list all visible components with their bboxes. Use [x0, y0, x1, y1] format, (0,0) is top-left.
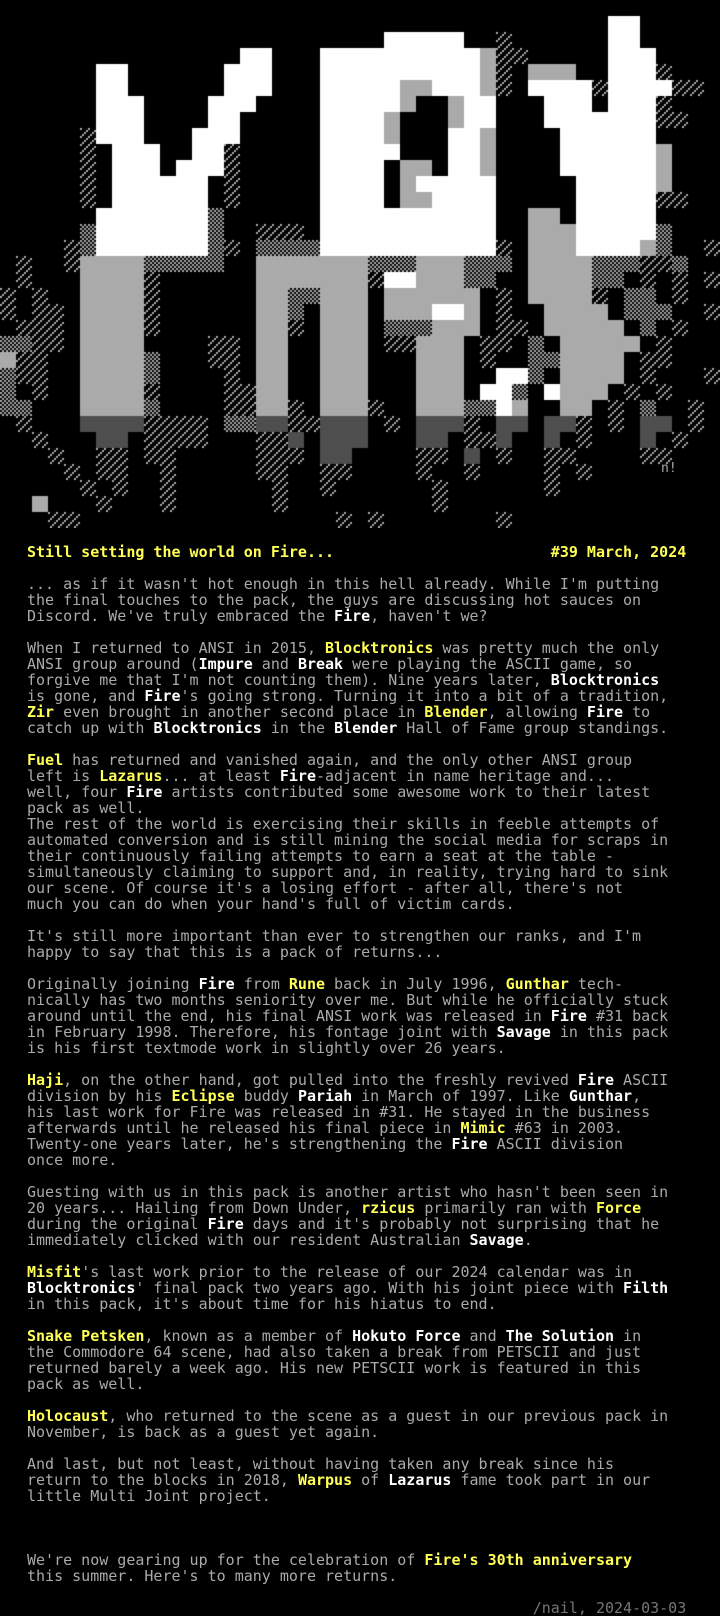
text-segment: from	[234, 975, 289, 993]
text-line	[27, 1488, 686, 1504]
text-line	[27, 1360, 686, 1376]
text-segment: our scene. Of course it's a losing effort - after all, there's not	[27, 879, 624, 897]
text-line	[27, 704, 686, 720]
text-line	[27, 1536, 686, 1552]
text-segment: immediately clicked with our resident Australian	[27, 1231, 470, 1249]
text-segment: And last, but not least, without having taken any break since his	[27, 1455, 614, 1473]
text-line	[27, 960, 686, 976]
text-segment: Snake Petsken	[27, 1327, 145, 1345]
info-text	[0, 544, 686, 1616]
text-segment: Blocktronics	[27, 1279, 136, 1297]
text-line	[27, 1008, 686, 1024]
text-segment: Warpus	[297, 1471, 353, 1489]
text-segment: artists contributed some awesome work to their latest	[162, 783, 651, 801]
text-line	[27, 1328, 686, 1344]
text-line	[27, 1408, 686, 1424]
text-segment: even brought in another second place in	[54, 703, 425, 721]
text-segment: ... at least	[162, 767, 280, 785]
text-segment: this summer. Here's to many more returns.	[27, 1567, 398, 1585]
text-segment: his last work for Fire was released in #31. He stayed in the business	[27, 1103, 651, 1121]
text-line	[27, 1248, 686, 1264]
text-line	[27, 944, 686, 960]
text-segment: Fire	[207, 1215, 244, 1233]
text-segment: much you can do when your hand's full of victim cards.	[27, 895, 515, 913]
text-segment: Fire	[198, 975, 235, 993]
text-segment: was pretty much the only	[433, 639, 660, 657]
text-segment: , who returned to the scene as a guest in our previous pack in	[108, 1407, 669, 1425]
text-line	[27, 1344, 686, 1360]
text-segment: Rune	[288, 975, 326, 993]
text-line	[27, 1312, 686, 1328]
text-segment: When I returned to ANSI in 2015,	[27, 639, 326, 657]
text-segment: #39 March, 2024	[550, 543, 687, 561]
text-line	[27, 640, 686, 656]
text-segment: Lazarus	[388, 1471, 452, 1489]
text-segment: has returned and vanished again, and the only other ANSI group	[63, 751, 633, 769]
text-segment: Hokuto Force	[352, 1327, 461, 1345]
text-segment: Guesting with us in this pack is another artist who hasn't been seen in	[27, 1183, 669, 1201]
text-segment: Mimic	[460, 1119, 506, 1137]
text-line	[27, 1024, 686, 1040]
text-line	[27, 624, 686, 640]
text-segment: Gunthar	[568, 1087, 633, 1105]
text-segment: Lazarus	[99, 767, 163, 785]
text-segment: is his first textmode work in slightly over 26 years.	[27, 1039, 506, 1057]
text-line	[27, 1376, 686, 1392]
text-segment: happy to say that this is a pack of returns...	[27, 943, 443, 961]
text-line	[27, 768, 686, 784]
text-segment: Fire	[550, 1007, 587, 1025]
text-segment: 20 years... Hailing from Down Under,	[27, 1199, 362, 1217]
text-line	[27, 1504, 686, 1520]
text-segment: Holocaust	[27, 1407, 109, 1425]
text-segment: in this pack, it's about time for his hiatus to end.	[27, 1295, 497, 1313]
text-segment: /nail, 2024-03-03	[27, 1599, 687, 1616]
text-segment: return to the blocks in 2018,	[27, 1471, 298, 1489]
text-line	[27, 560, 686, 576]
text-segment: It's still more important than ever to strengthen our ranks, and I'm	[27, 927, 642, 945]
text-segment: Blocktronics	[153, 719, 262, 737]
text-segment: 's last work prior to the release of our 2024 calendar was in	[81, 1263, 633, 1281]
text-line	[27, 1120, 686, 1136]
text-segment: #63 in 2003.	[505, 1119, 624, 1137]
text-segment	[334, 543, 551, 561]
text-segment: .	[523, 1231, 533, 1249]
text-segment: Break	[297, 655, 344, 673]
text-segment: well, four	[27, 783, 127, 801]
text-segment: ASCII division	[487, 1135, 624, 1153]
text-segment: nically has two months seniority over me. But while he officially stuck	[27, 991, 669, 1009]
text-segment: division by his	[27, 1087, 172, 1105]
text-line	[27, 1552, 686, 1568]
text-segment: in February 1998. Therefore, his fontage joint with	[27, 1023, 497, 1041]
text-segment: Twenty-one years later, he's strengthening the	[27, 1135, 452, 1153]
text-segment: Misfit	[27, 1263, 82, 1281]
text-segment: ASCII	[614, 1071, 669, 1089]
text-segment: little Multi Joint project.	[27, 1487, 271, 1505]
text-segment: fame took part in our	[451, 1471, 651, 1489]
text-segment: ,	[632, 1087, 642, 1105]
text-segment: -adjacent in name heritage and...	[316, 767, 615, 785]
text-segment: , allowing	[487, 703, 587, 721]
text-segment: once more.	[27, 1151, 118, 1169]
text-segment: 's going strong. Turning it into a bit of a tradition,	[180, 687, 669, 705]
text-segment: were playing the ASCII game, so	[343, 655, 633, 673]
text-segment: rzicus	[361, 1199, 416, 1217]
text-line	[27, 928, 686, 944]
text-line	[27, 800, 686, 816]
text-segment: pack as well.	[27, 1375, 145, 1393]
text-segment: the Commodore 64 scene, had also taken a break from PETSCII and just	[27, 1343, 642, 1361]
text-segment: Pariah	[297, 1087, 353, 1105]
text-segment: Impure	[198, 655, 253, 673]
page-header	[27, 544, 686, 560]
text-segment: Haji	[27, 1071, 64, 1089]
text-segment: Hall of Fame group standings.	[397, 719, 669, 737]
text-segment: Force	[595, 1199, 642, 1217]
text-segment: Fuel	[27, 751, 64, 769]
text-segment: afterwards until he released his final piece in	[27, 1119, 461, 1137]
text-segment: ANSI group around (	[27, 655, 199, 673]
text-line	[27, 1568, 686, 1584]
text-segment: Fire	[334, 607, 371, 625]
text-line	[27, 1280, 686, 1296]
text-segment: forgive me that I'm not counting them). Nine years later,	[27, 671, 551, 689]
text-line	[27, 992, 686, 1008]
text-segment: and	[252, 655, 298, 673]
text-line	[27, 864, 686, 880]
text-segment: simultaneously claiming to support and, in reality, trying hard to sink	[27, 863, 669, 881]
text-line	[27, 1136, 686, 1152]
text-line	[27, 896, 686, 912]
text-line	[27, 736, 686, 752]
text-segment: Savage	[469, 1231, 524, 1249]
text-segment: Blocktronics	[325, 639, 434, 657]
text-segment: primarily ran with	[415, 1199, 596, 1217]
text-segment: ... as if it wasn't hot enough in this hell already. While I'm putting	[27, 575, 660, 593]
text-line	[27, 1152, 686, 1168]
text-line	[27, 1072, 686, 1088]
text-segment: Filth	[623, 1279, 669, 1297]
text-segment: tech-	[568, 975, 624, 993]
text-line	[27, 880, 686, 896]
text-segment: Fire	[586, 703, 624, 721]
text-segment: their continuously failing attempts to earn a seat at the table -	[27, 847, 614, 865]
text-line	[27, 1424, 686, 1440]
text-segment: in the	[261, 719, 335, 737]
footer-credit	[27, 1600, 686, 1616]
text-segment: Fire	[144, 687, 181, 705]
text-line	[27, 1088, 686, 1104]
text-segment: automated conversion and is still mining the social media for scraps in	[27, 831, 669, 849]
text-line	[27, 1040, 686, 1056]
text-line	[27, 1216, 686, 1232]
text-segment: left is	[27, 767, 100, 785]
text-line	[27, 656, 686, 672]
text-segment: in	[614, 1327, 642, 1345]
text-line	[27, 1520, 686, 1536]
text-segment: , known as a member of	[144, 1327, 353, 1345]
text-segment: The rest of the world is exercising their skills in feeble attempts of	[27, 815, 660, 833]
text-segment: returned barely a week ago. His new PETSCII work is featured in this	[27, 1359, 642, 1377]
text-segment: of	[352, 1471, 389, 1489]
text-line	[27, 1264, 686, 1280]
text-line	[27, 976, 686, 992]
text-line	[27, 752, 686, 768]
text-segment: Blender	[424, 703, 488, 721]
text-line	[27, 1392, 686, 1408]
text-line	[27, 592, 686, 608]
text-segment: in March of 1997. Like	[352, 1087, 569, 1105]
text-line	[27, 1472, 686, 1488]
text-segment: around until the end, his final ANSI work was released in	[27, 1007, 551, 1025]
text-segment: and	[460, 1327, 506, 1345]
text-line	[27, 848, 686, 864]
text-segment: Still setting the world on Fire...	[27, 543, 335, 561]
text-line	[27, 1456, 686, 1472]
text-line	[27, 672, 686, 688]
text-line	[27, 576, 686, 592]
text-segment: , on the other hand, got pulled into the freshly revived	[63, 1071, 578, 1089]
text-line	[27, 1232, 686, 1248]
text-segment: back in July 1996,	[325, 975, 506, 993]
text-segment: Eclipse	[171, 1087, 235, 1105]
text-segment: The Solution	[505, 1327, 615, 1345]
text-segment: days and it's probably not surprising that he	[243, 1215, 660, 1233]
text-segment: Originally joining	[27, 975, 199, 993]
text-line	[27, 816, 686, 832]
text-segment: Fire	[126, 783, 163, 801]
text-line	[27, 720, 686, 736]
text-line	[27, 1056, 686, 1072]
text-segment: pack as well.	[27, 799, 145, 817]
text-segment: is gone, and	[27, 687, 145, 705]
text-segment: Blender	[334, 719, 398, 737]
text-segment: Fire	[451, 1135, 488, 1153]
text-segment: buddy	[234, 1087, 298, 1105]
text-segment: ' final pack two years ago. With his joint piece with	[135, 1279, 624, 1297]
text-segment: #31 back	[586, 1007, 669, 1025]
text-segment: the final touches to the pack, the guys are discussing hot sauces on	[27, 591, 642, 609]
text-line	[27, 1440, 686, 1456]
artist-signature: n!	[661, 461, 677, 476]
text-segment: Savage	[496, 1023, 551, 1041]
text-segment: catch up with	[27, 719, 154, 737]
text-segment: Fire	[279, 767, 316, 785]
text-segment: Fire	[577, 1071, 615, 1089]
text-line	[27, 608, 686, 624]
text-segment: in this pack	[550, 1023, 669, 1041]
text-segment: , haven't we?	[370, 607, 488, 625]
text-line	[27, 912, 686, 928]
text-segment: to	[623, 703, 651, 721]
text-segment: Fire's 30th anniversary	[424, 1551, 633, 1569]
text-line	[27, 1184, 686, 1200]
text-line	[27, 1104, 686, 1120]
text-line	[27, 1168, 686, 1184]
text-line	[27, 688, 686, 704]
text-segment: Blocktronics	[550, 671, 660, 689]
text-line	[27, 784, 686, 800]
text-line	[27, 832, 686, 848]
text-segment: Gunthar	[505, 975, 569, 993]
text-segment: November, is back as a guest yet again.	[27, 1423, 380, 1441]
text-segment: We're now gearing up for the celebration of	[27, 1551, 425, 1569]
text-line	[27, 1296, 686, 1312]
text-segment: Zir	[27, 703, 55, 721]
text-segment: during the original	[27, 1215, 208, 1233]
text-line	[27, 1584, 686, 1600]
text-line	[27, 1200, 686, 1216]
text-segment: Discord. We've truly embraced the	[27, 607, 335, 625]
fire-ansi-logo	[0, 0, 720, 528]
